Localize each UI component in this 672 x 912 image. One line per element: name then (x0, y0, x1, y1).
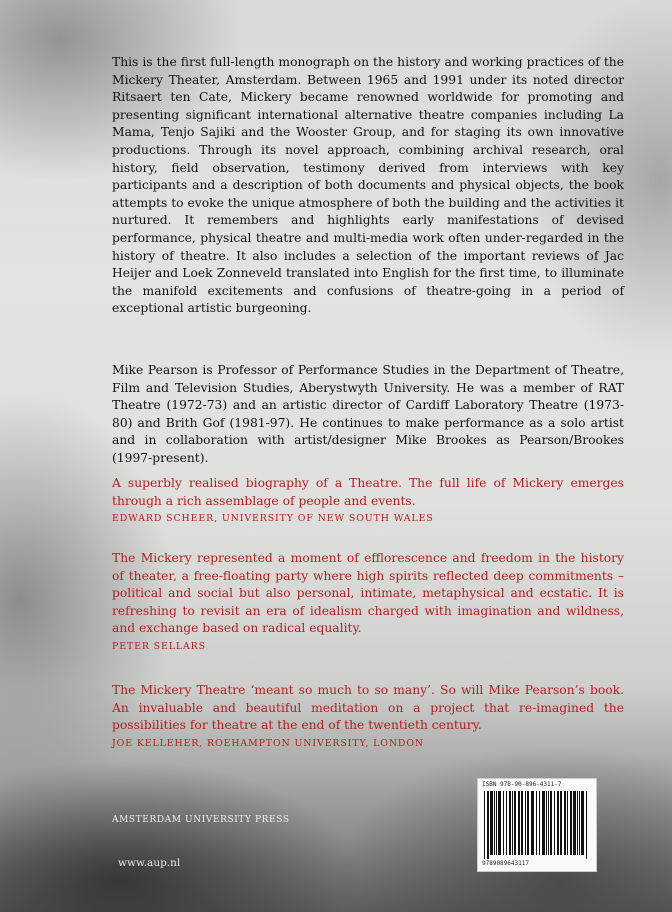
publisher-name: AMSTERDAM UNIVERSITY PRESS (112, 815, 290, 825)
barcode-bar (579, 791, 580, 855)
barcode-digits: 9789089643117 (482, 860, 529, 867)
barcode-bar (531, 791, 534, 855)
barcode-bars (484, 791, 590, 859)
barcode-bar (527, 791, 529, 855)
barcode-bar (564, 791, 566, 855)
barcode-bar (542, 791, 545, 855)
barcode-bar (581, 791, 584, 855)
quote-attribution: JOE KELLEHER, ROEHAMPTON UNIVERSITY, LONDON (112, 737, 425, 749)
barcode-bar (506, 791, 507, 855)
barcode-bar (539, 791, 540, 855)
author-bio: Mike Pearson is Professor of Performance Studies in the Department of Theatre, Film and Television Studies, Aberystwyth University. He was a member of RAT Theatre (1972-73) and an artistic director of Cardiff Laboratory Theatre (1973-80) and Brith Gof (1981-97). He continues to make performance as a solo artist and in collaboration with artist/designer Mike Brookes as Pearson/Brookes (1997-present). (112, 363, 624, 465)
barcode-bar (573, 791, 576, 855)
isbn-label: ISBN 978-90-896-4311-7 (482, 781, 562, 788)
isbn-barcode (477, 778, 597, 872)
barcode-bar (490, 791, 493, 855)
barcode-bar (548, 791, 549, 855)
barcode-bar (536, 791, 537, 855)
barcode-bar (550, 791, 552, 855)
barcode-bar (484, 791, 485, 859)
quote-attribution: EDWARD SCHEER, UNIVERSITY OF NEW SOUTH WALES (112, 513, 434, 525)
barcode-bar (554, 791, 555, 855)
barcode-bar (509, 791, 511, 855)
book-description: This is the first full-length monograph on the history and working practices of the Mickery Theater, Amsterdam. Between 1965 and 1991 under its noted director Ritsaert ten Cate, Mickery became renowned worldwide for promoting and presenting significant international alternative theatre companies including La Mama, Tenjo Sajiki and the Wooster Group, and for staging its own innovative productions. Through its novel approach, combining archival research, oral history, field observation, testimony derived from interviews with key participants and a description of both documents and physical objects, the book attempts to evoke the unique atmosphere of both the building and the activities it nurtured. It remembers and highlights early manifestations of devised performance, physical theatre and multi-media work often under-regarded in the history of theatre. It also includes a selection of the important reviews of Jac Heijer and Loek Zonneveld translated into English for the first time, to illuminate the manifold excitements and confusions of theatre-going in a period of exceptional artistic burgeoning. (112, 55, 624, 316)
barcode-bar (518, 791, 520, 855)
quote-text: The Mickery Theatre ‘meant so much to so many’. So will Mike Pearson’s book. An invaluable and beautiful meditation on a project that re-imagined the possibilities for theatre at the end of the twentieth century. (112, 683, 624, 733)
review-quote (112, 475, 624, 525)
review-quote (112, 682, 624, 750)
barcode-bar (503, 791, 504, 855)
barcode-bar (586, 791, 587, 859)
barcode-bar (557, 791, 559, 855)
barcode-bar (577, 791, 578, 855)
barcode-bar (560, 791, 562, 855)
barcode-bar (567, 791, 568, 855)
barcode-bar (521, 791, 523, 855)
barcode-bar (514, 791, 516, 855)
quote-text: The Mickery represented a moment of efflorescence and freedom in the history of theater, a free-floating party where high spirits reflected deep commitments – political and social but also personal, intimate, metaphysical and ecstatic. It is refreshing to revisit an era of idealism charged with imagination and wildness, and exchange based on radical equality. (112, 551, 624, 636)
barcode-bar (487, 791, 489, 859)
barcode-bar (498, 791, 501, 855)
barcode-bar (494, 791, 495, 855)
review-quote (112, 550, 624, 653)
barcode-bar (570, 791, 572, 855)
barcode-bar (496, 791, 497, 855)
barcode-bar (546, 791, 547, 855)
publisher-website: www.aup.nl (118, 857, 181, 869)
barcode-bar (512, 791, 513, 855)
quote-text: A superbly realised biography of a Theatre. The full life of Mickery emerges through a rich assemblage of people and events. (112, 476, 624, 508)
quote-attribution: PETER SELLARS (112, 640, 206, 652)
barcode-bar (525, 791, 526, 855)
